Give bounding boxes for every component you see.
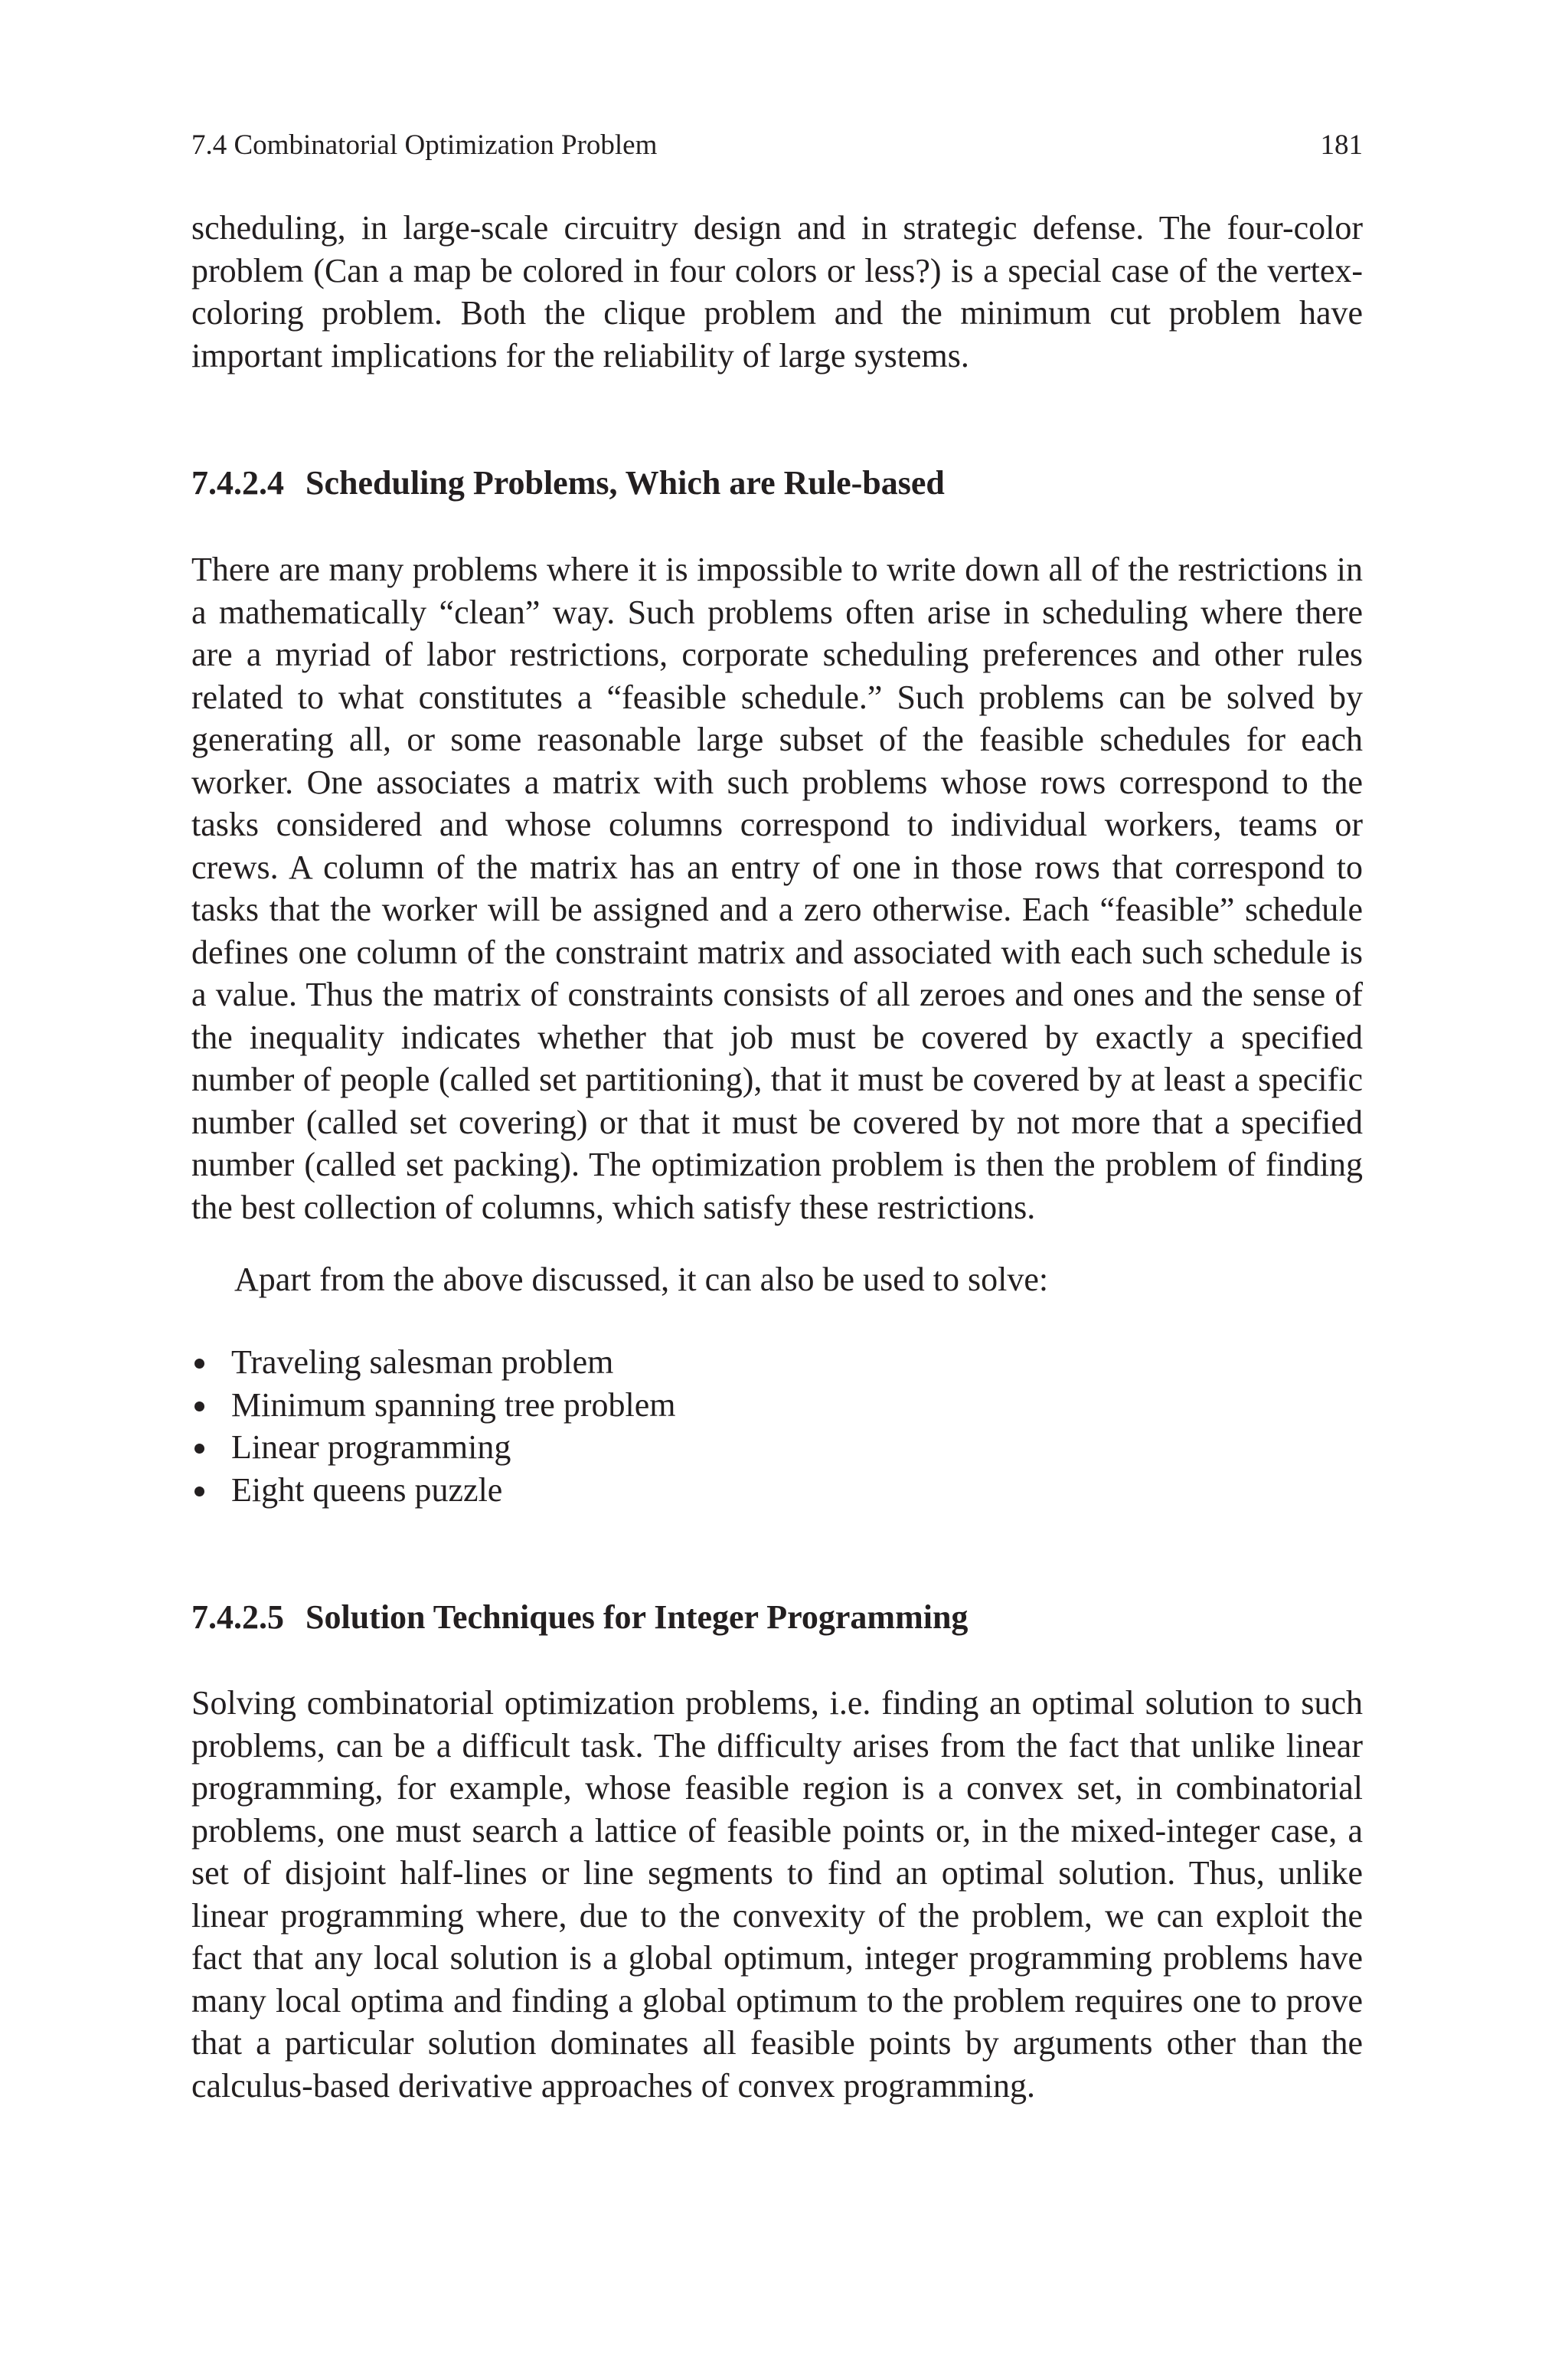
list-item-label: Traveling salesman problem (231, 1343, 614, 1381)
bullet-icon (194, 1359, 204, 1369)
section-heading-7-4-2-5 (191, 1596, 1363, 1638)
lead-in-paragraph: Apart from the above discussed, it can also be used to solve: (234, 1261, 1049, 1298)
list-item (191, 1341, 1363, 1384)
list-item (191, 1469, 1363, 1512)
list-item-label: Linear programming (231, 1428, 511, 1466)
list-item (191, 1384, 1363, 1427)
running-head (191, 126, 1363, 165)
section-title: Solution Techniques for Integer Programming (305, 1598, 969, 1636)
running-head-title: 7.4 Combinatorial Optimization Problem (191, 129, 658, 161)
page-number: 181 (1320, 129, 1363, 161)
bullet-icon (194, 1402, 204, 1411)
bullet-icon (194, 1444, 204, 1454)
bullet-icon (194, 1487, 204, 1496)
list-item-label: Minimum spanning tree problem (231, 1385, 676, 1424)
intro-paragraph: scheduling, in large-scale circuitry design and in strategic defense. The four-color problem (Can a map be colored in four colors or less?) is a special case of the vertex-coloring problem. Both the clique problem and the minimum cut problem have important implications for the reliability of large systems. (191, 209, 1363, 374)
section-number: 7.4.2.4 (191, 464, 284, 502)
section-heading-7-4-2-4 (191, 462, 1363, 504)
solution-techniques-paragraph: Solving combinatorial optimization problems, i.e. finding an optimal solution to such problems, can be a difficult task. The difficulty arises from the fact that unlike linear programming, for example, whose feasible region is a convex set, in combinatorial problems, one must search a lattice of feasible points or, in the mixed-integer case, a set of disjoint half-lines or line segments to find an optimal solution. Thus, unlike linear programming where, due to the convexity of the problem, we can exploit the fact that any local solution is a global optimum, integer programming problems have many local optima and finding a global optimum to the problem requires one to prove that a particular solution dominates all feasible points by arguments other than the calculus-based derivative approaches of convex programming. (191, 1684, 1363, 2105)
list-item (191, 1426, 1363, 1469)
section-number: 7.4.2.5 (191, 1598, 284, 1636)
scheduling-paragraph: There are many problems where it is impossible to write down all of the restrictions in a mathematically “clean” way. Such problems often arise in scheduling where there are a myriad of labor restrictions, corporate scheduling preferences and other rules related to what constitutes a “feasible schedule.” Such problems can be solved by generating all, or some reasonable large subset of the feasible schedules for each worker. One associates a matrix with such problems whose rows correspond to the tasks considered and whose columns correspond to individual workers, teams or crews. A column of the matrix has an entry of one in those rows that correspond to tasks that the worker will be assigned and a zero otherwise. Each “feasible” schedule defines one column of the constraint matrix and associated with each such schedule is a value. Thus the matrix of constraints consists of all zeroes and ones and the sense of the inequality indicates whether that job must be covered by exactly a specified number of people (called set partitioning), that it must be covered by at least a specific number (called set covering) or that it must be covered by not more that a specified number (called set packing). The optimization problem is then the problem of finding the best collection of columns, which satisfy these restrictions. (191, 551, 1363, 1226)
list-item-label: Eight queens puzzle (231, 1470, 503, 1509)
problem-list (191, 1341, 1363, 1511)
section-title: Scheduling Problems, Which are Rule-based (305, 464, 945, 502)
